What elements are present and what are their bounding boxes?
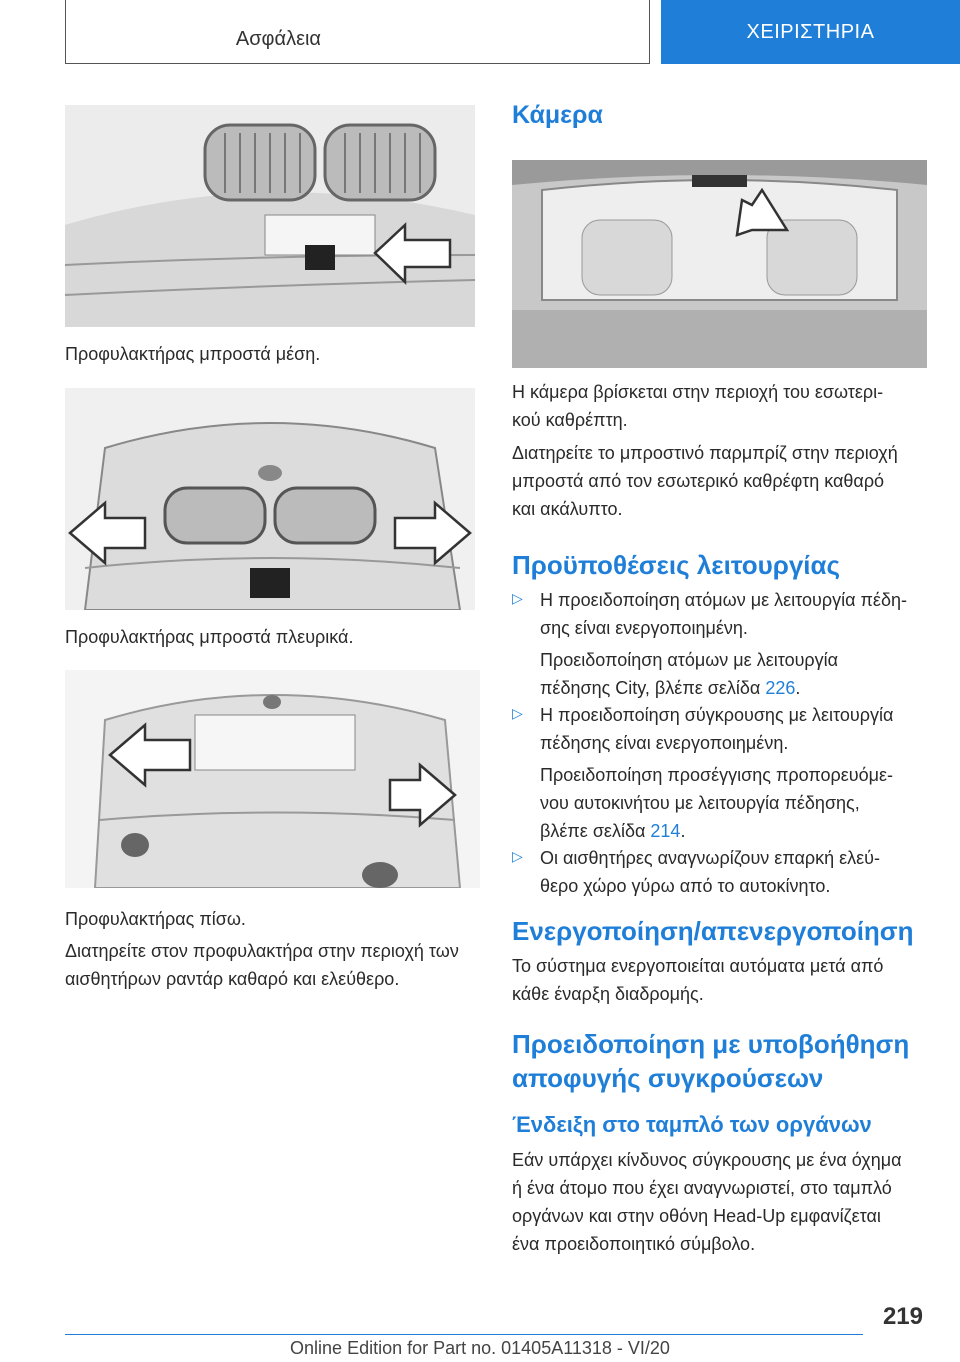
heading-warning-l2: αποφυγής συγκρούσεων [512, 1063, 824, 1093]
activation-l1: Το σύστημα ενεργοποιείται αυτόματα μετά από [512, 956, 884, 976]
bullet1-sub-period: . [795, 678, 801, 698]
section-title: Ασφάλεια [235, 28, 321, 50]
heading-conditions: Προϋποθέσεις λειτουργίας [512, 550, 841, 580]
heading-activation: Ενεργοποίηση/απενεργοποίηση [512, 916, 914, 946]
bullet1-l1: Η προειδοποίηση ατόμων με λειτουργία πέδη- [540, 590, 907, 610]
bullet2-sub-l3 [540, 817, 930, 845]
bullet2-sub-l1: Προειδοποίηση προσέγγισης προπορευόμε- [540, 765, 894, 785]
camera-text-l2: κού καθρέπτη. [512, 410, 628, 430]
figure-front-bumper-middle [65, 105, 475, 327]
bullet2-sub-l2: νου αυτοκινήτου με λειτουργία πέδησης, [540, 793, 860, 813]
figure-camera [512, 160, 927, 368]
page-link-214[interactable]: 214 [650, 821, 681, 841]
display-l1: Εάν υπάρχει κίνδυνος σύγκρουσης με ένα όχημα [512, 1150, 902, 1170]
heading-camera: Κάμερα [512, 101, 603, 129]
figure-rear-bumper [65, 670, 480, 888]
paragraph-keep-clean-line2: αισθητήρων ραντάρ καθαρό και ελεύθερο. [65, 969, 400, 989]
footer-rule [65, 1334, 863, 1335]
camera-text-l1: Η κάμερα βρίσκεται στην περιοχή του εσωτερι- [512, 382, 884, 402]
figure-front-bumper-sides [65, 388, 475, 610]
chapter-tab: ΧΕΙΡΙΣΤΗΡΙΑ [661, 0, 960, 64]
footer-edition: Online Edition for Part no. 01405A11318 - VI/20 [290, 1338, 670, 1358]
bullet1-sub-l2 [540, 674, 930, 702]
camera-text2-l3: και ακάλυπτο. [512, 499, 623, 519]
bullet-marker-1: ▷ [512, 590, 523, 606]
bullet2-l2: πέδησης είναι ενεργοποιημένη. [540, 733, 789, 753]
page-link-226[interactable]: 226 [765, 678, 796, 698]
caption-front-sides: Προφυλακτήρας μπροστά πλευρικά. [65, 627, 354, 647]
bullet3-l1: Οι αισθητήρες αναγνωρίζουν επαρκή ελεύ- [540, 848, 881, 868]
bullet2-sub-period: . [680, 821, 686, 841]
bullet2-sub-text: βλέπε σελίδα [540, 821, 651, 841]
caption-front-middle: Προφυλακτήρας μπροστά μέση. [65, 344, 321, 364]
camera-text2-l2: μπροστά από τον εσωτερικό καθρέφτη καθαρό [512, 471, 885, 491]
bullet1-sub-text: πέδησης City, βλέπε σελίδα [540, 678, 766, 698]
display-l3: οργάνων και στην οθόνη Head-Up εμφανίζεται [512, 1206, 881, 1226]
page-number: 219 [882, 1303, 923, 1330]
display-l4: ένα προειδοποιητικό σύμβολο. [512, 1234, 756, 1254]
bullet1-l2: σης είναι ενεργοποιημένη. [540, 618, 748, 638]
bullet3-l2: θερο χώρο γύρω από το αυτοκίνητο. [540, 876, 831, 896]
heading-warning-l1: Προειδοποίηση με υποβοήθηση [512, 1029, 910, 1059]
display-l2: ή ένα άτομο που έχει αναγνωριστεί, στο ταμπλό [512, 1178, 892, 1198]
bullet-marker-2: ▷ [512, 705, 523, 721]
paragraph-keep-clean-line1: Διατηρείτε στον προφυλακτήρα στην περιοχή των [65, 941, 459, 961]
activation-l2: κάθε έναρξη διαδρομής. [512, 984, 704, 1004]
heading-display: Ένδειξη στο ταμπλό των οργάνων [512, 1112, 872, 1137]
caption-rear: Προφυλακτήρας πίσω. [65, 909, 246, 929]
bullet-marker-3: ▷ [512, 848, 523, 864]
header-frame [65, 0, 650, 64]
bullet2-l1: Η προειδοποίηση σύγκρουσης με λειτουργία [540, 705, 894, 725]
camera-text2-l1: Διατηρείτε το μπροστινό παρμπρίζ στην περιοχή [512, 443, 898, 463]
bullet1-sub-l1: Προειδοποίηση ατόμων με λειτουργία [540, 650, 839, 670]
